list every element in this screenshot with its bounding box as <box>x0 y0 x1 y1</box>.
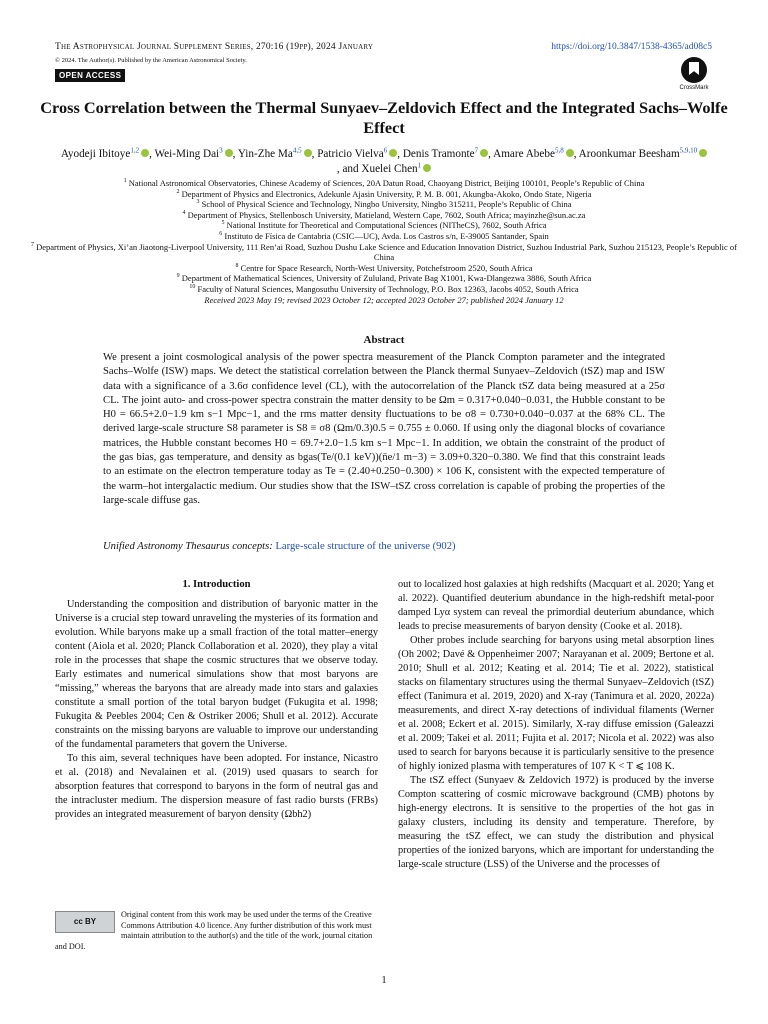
uat-concept-link[interactable]: Large-scale structure of the universe (902) <box>275 541 456 552</box>
orcid-icon[interactable] <box>225 149 233 157</box>
orcid-icon[interactable] <box>389 149 397 157</box>
section-heading: 1. Introduction <box>182 579 251 590</box>
cc-by-license-icon[interactable]: cc BY <box>55 911 115 933</box>
uat-concepts <box>103 541 665 552</box>
affiliation-text: School of Physical Science and Technology, Ningbo University, Ningbo 315211, People’s Republic of China <box>199 199 572 210</box>
orcid-icon[interactable] <box>566 149 574 157</box>
author-name: Xuelei Chen$^1$ <box>361 163 431 175</box>
affiliation-item <box>30 284 738 295</box>
orcid-icon[interactable] <box>480 149 488 157</box>
license-text: Original content from this work may be used under the terms of the Creative Commons Attribution 4.0 licence. Any further distribution of this work must maintain attribution to the author(s) and the title of the work, journal citation and DOI. <box>55 910 373 951</box>
column-left <box>55 578 378 822</box>
author-name: Patricio Vielva$^6$ <box>317 148 397 160</box>
crossmark-icon <box>681 57 707 83</box>
uat-label: Unified Astronomy Thesaurus concepts: <box>103 541 273 552</box>
author-affiliation-marker[interactable]: 5,9,10 <box>679 146 698 155</box>
author-name: Denis Tramonte$^7$ <box>403 148 488 160</box>
affiliation-number: 6 <box>219 231 223 238</box>
affiliation-text: Department of Physics, Stellenbosch University, Matieland, Western Cape, 7602, South Africa; mayinzhe@sun.ac.za <box>185 209 586 220</box>
orcid-icon[interactable] <box>423 164 431 172</box>
author-name: Ayodeji Ibitoye$^{1,2}$ <box>61 148 149 160</box>
orcid-icon[interactable] <box>304 149 312 157</box>
affiliations <box>30 178 738 305</box>
affiliation-text: Department of Physics and Electronics, Adekunle Ajasin University, P. M. B. 001, Akungba-Akoko, Ondo State, Nigeria <box>179 188 592 199</box>
author-affiliation-marker[interactable]: 1 <box>417 161 422 170</box>
affiliation-item <box>30 242 738 263</box>
author-affiliation-marker[interactable]: 3 <box>219 146 223 155</box>
author-affiliation-marker[interactable]: 6 <box>383 146 388 155</box>
affiliation-text: Department of Mathematical Sciences, University of Zululand, Private Bag X1001, Kwa-Dlangezwa 3886, South Africa <box>179 273 592 284</box>
copyright-notice: © 2024. The Author(s). Published by the American Astronomical Society. <box>55 57 247 64</box>
affiliation-item <box>30 273 738 284</box>
affiliation-number: 10 <box>189 284 196 291</box>
orcid-icon[interactable] <box>699 149 707 157</box>
affiliation-number: 1 <box>123 178 127 185</box>
affiliation-number: 2 <box>176 188 180 195</box>
author-affiliation-marker[interactable]: 5,8 <box>554 146 564 155</box>
affiliation-item <box>30 189 738 200</box>
page-number: 1 <box>381 975 387 986</box>
doi-link[interactable]: https://doi.org/10.3847/1538-4365/ad08c5 <box>551 42 712 52</box>
affiliation-number: 3 <box>196 199 200 206</box>
abstract-heading: Abstract <box>363 334 405 346</box>
affiliation-number: 8 <box>235 262 239 269</box>
author-list: Ayodeji Ibitoye$^{1,2}$ , Wei-Ming Dai$^3$ , Yin-Zhe Ma$^{4,5}$ , Patricio Vielva$^6$ , Denis Tramonte$^7$ , Amare Abebe$^{5,8}$ , Aroonkumar Beesham$^{5,9,10}$, and Xuelei Chen$^1$ <box>60 147 708 177</box>
author-name: Aroonkumar Beesham$^{5,9,10}$ <box>579 148 707 160</box>
affiliation-number: 7 <box>30 241 34 248</box>
crossmark-label: CrossMark <box>679 85 709 91</box>
affiliation-item <box>30 210 738 221</box>
license-notice <box>55 910 378 952</box>
author-affiliation-marker[interactable]: 4,5 <box>292 146 302 155</box>
abstract-text: We present a joint cosmological analysis of the power spectra measurement of the Planck Compton parameter and the integrated Sachs–Wolfe (ISW) maps. We detect the statistical correlation between the Planck thermal Sunyaev–Zeldovich (tSZ) map and ISW data with a significance of a 3.6σ confidence level (CL), with the autocorrelation of the Planck tSZ data being measured at a 25σ CL. The joint auto- and cross-power spectra constrain the matter density to be Ωm = 0.317+0.040−0.031, the Hubble constant to be H0 = 66.5+2.0−1.9 km s−1 Mpc−1, and the rms matter density fluctuations to be σ8 = 0.730+0.040−0.037 at the 68% CL. The derived large-scale structure S8 parameter is S8 ≡ σ8 (Ωm/0.3)0.5 = 0.755 ± 0.060. If using only the diagonal blocks of covariance matrices, the Hubble constant becomes H0 = 69.7+2.0−1.5 km s−1 Mpc−1. In addition, we obtain the constraint of the product of the gas bias, gas temperature, and density as bgas(Te/(0.1 keV))(n̄e/1 m−3) = 3.09+0.320−0.380. We find that this constraint leads to an estimate on the electron temperature today as Te = (2.40+0.250−0.300) × 106 K, consistent with the expected temperature of the warm–hot intergalactic medium. Our studies show that the ISW–tSZ cross correlation is capable of probing the properties of the large-scale diffuse gas. <box>103 352 665 506</box>
paragraph: To this aim, several techniques have been adopted. For instance, Nicastro et al. (2018) and Nevalainen et al. (2019) used quasars to search for absorption features that correspond to baryons in the form of neutral gas and the intracluster medium. The dispersion measure of fast radio bursts (FRBs) provides an integrated measurement of baryon density (Ωbh2) <box>55 753 378 820</box>
author-name: Wei-Ming Dai$^3$ <box>155 148 233 160</box>
affiliation-text: National Institute for Theoretical and Computational Sciences (NITheCS), 7602, South Africa <box>224 220 547 231</box>
affiliation-list <box>30 178 738 295</box>
affiliation-item <box>30 220 738 231</box>
author-affiliation-marker[interactable]: 1,2 <box>130 146 140 155</box>
open-access-badge: OPEN ACCESS <box>55 69 125 82</box>
paragraph: Understanding the composition and distribution of baryonic matter in the Universe is a crucial step toward unraveling the mysteries of its formation and evolution. While baryons make up a small fraction of the total matter–energy content (Aiola et al. 2020; Planck Collaboration et al. 2020), they play a vital role in the processes that shape the cosmic structures that we observe today. Early estimates and numerical simulations show that most baryons are “missing,” whereas the baryons that are already made into stars and galaxies constitute a small portion of the total baryon budget (Fukugita et al. 1998; Fukugita & Peebles 2004; Cen & Ostriker 2006; Shull et al. 2012). Accurate constraints on the missing baryons are valuable to improve our understanding of the fundamental parameters that govern the Universe. <box>55 599 378 750</box>
column-right <box>398 578 714 872</box>
affiliation-text: Department of Physics, Xi’an Jiaotong-Liverpool University, 111 Ren’ai Road, Suzhou Dushu Lake Science and Education Innovation District, Suzhou Industrial Park, Suzhou 215123, People’s Republic of China <box>33 241 737 263</box>
paragraph: out to localized host galaxies at high redshifts (Macquart et al. 2020; Yang et al. 2022). Quantified deuterium abundance in the high-redshift metal-poor damped Lyα system can reveal the primordial deuterium abundance, which leads to precise measurements of baryon density (Cooke et al. 2018). <box>398 579 714 632</box>
affiliation-item <box>30 178 738 189</box>
affiliation-number: 9 <box>176 273 180 280</box>
affiliation-text: Faculty of Natural Sciences, Mangosuthu University of Technology, P.O. Box 12363, Jacobs 4052, South Africa <box>195 283 579 294</box>
affiliation-item <box>30 263 738 274</box>
author-name: Amare Abebe$^{5,8}$ <box>493 148 574 160</box>
affiliation-number: 5 <box>221 220 225 227</box>
journal-citation: The Astrophysical Journal Supplement Series, 270:16 (19pp), 2024 January <box>55 42 374 52</box>
crossmark-button[interactable] <box>676 57 712 91</box>
affiliation-number: 4 <box>182 209 186 216</box>
paragraph: The tSZ effect (Sunyaev & Zeldovich 1972) is produced by the inverse Compton scattering of cosmic microwave background (CMB) photons by high-energy electrons. It is sensitive to the properties of the hot gas in galaxy clusters, including its density and temperature. Therefore, by measuring the tSZ effect, we can study the distribution and physical properties of the ionized baryons, which are important for understanding the large-scale structure (LSS) of the Universe and the processes of <box>398 775 714 870</box>
affiliation-item <box>30 231 738 242</box>
paragraph: Other probes include searching for baryons using metal absorption lines (Oh 2002; Davé & Oppenheimer 2007; Narayanan et al. 2009; Bertone et al. 2010; Shull et al. 2012; Keating et al. 2014; Tie et al. 2022), statistical stacks on filamentary structures using the thermal Sunyaev–Zeldovich (tSZ) effect (Tanimura et al. 2019, 2020) and X-ray (Tanimura et al. 2020, 2022a) measurements, and direct X-ray detections of individual filaments (Werner et al. 2008; Eckert et al. 2015). Similarly, X-ray diffuse emission (Galeazzi et al. 2009; Takei et al. 2011; Fujita et al. 2017; Nicola et al. 2022) was also used to search for baryons because it is particularly sensitive to the presence of highly ionized plasma with temperatures of 107 K < T ⩽ 108 K. <box>398 635 714 772</box>
paper-title: Cross Correlation between the Thermal Sunyaev–Zeldovich Effect and the Integrated Sachs–Wolfe Effect <box>40 98 728 137</box>
received-dates: Received 2023 May 19; revised 2023 October 12; accepted 2023 October 27; published 2024 January 12 <box>204 294 564 305</box>
affiliation-text: National Astronomical Observatories, Chinese Academy of Sciences, 20A Datun Road, Chaoyang District, Beijing 100101, People’s Republic of China <box>126 178 645 188</box>
author-name: Yin-Zhe Ma$^{4,5}$ <box>238 148 312 160</box>
author-affiliation-marker[interactable]: 7 <box>474 146 479 155</box>
affiliation-text: Centre for Space Research, North-West University, Potchefstroom 2520, South Africa <box>238 262 533 273</box>
affiliation-item <box>30 199 738 210</box>
affiliation-text: Instituto de Física de Cantabria (CSIC—UC), Avda. Los Castros s/n, E-39005 Santander, Spain <box>222 230 549 241</box>
orcid-icon[interactable] <box>141 149 149 157</box>
